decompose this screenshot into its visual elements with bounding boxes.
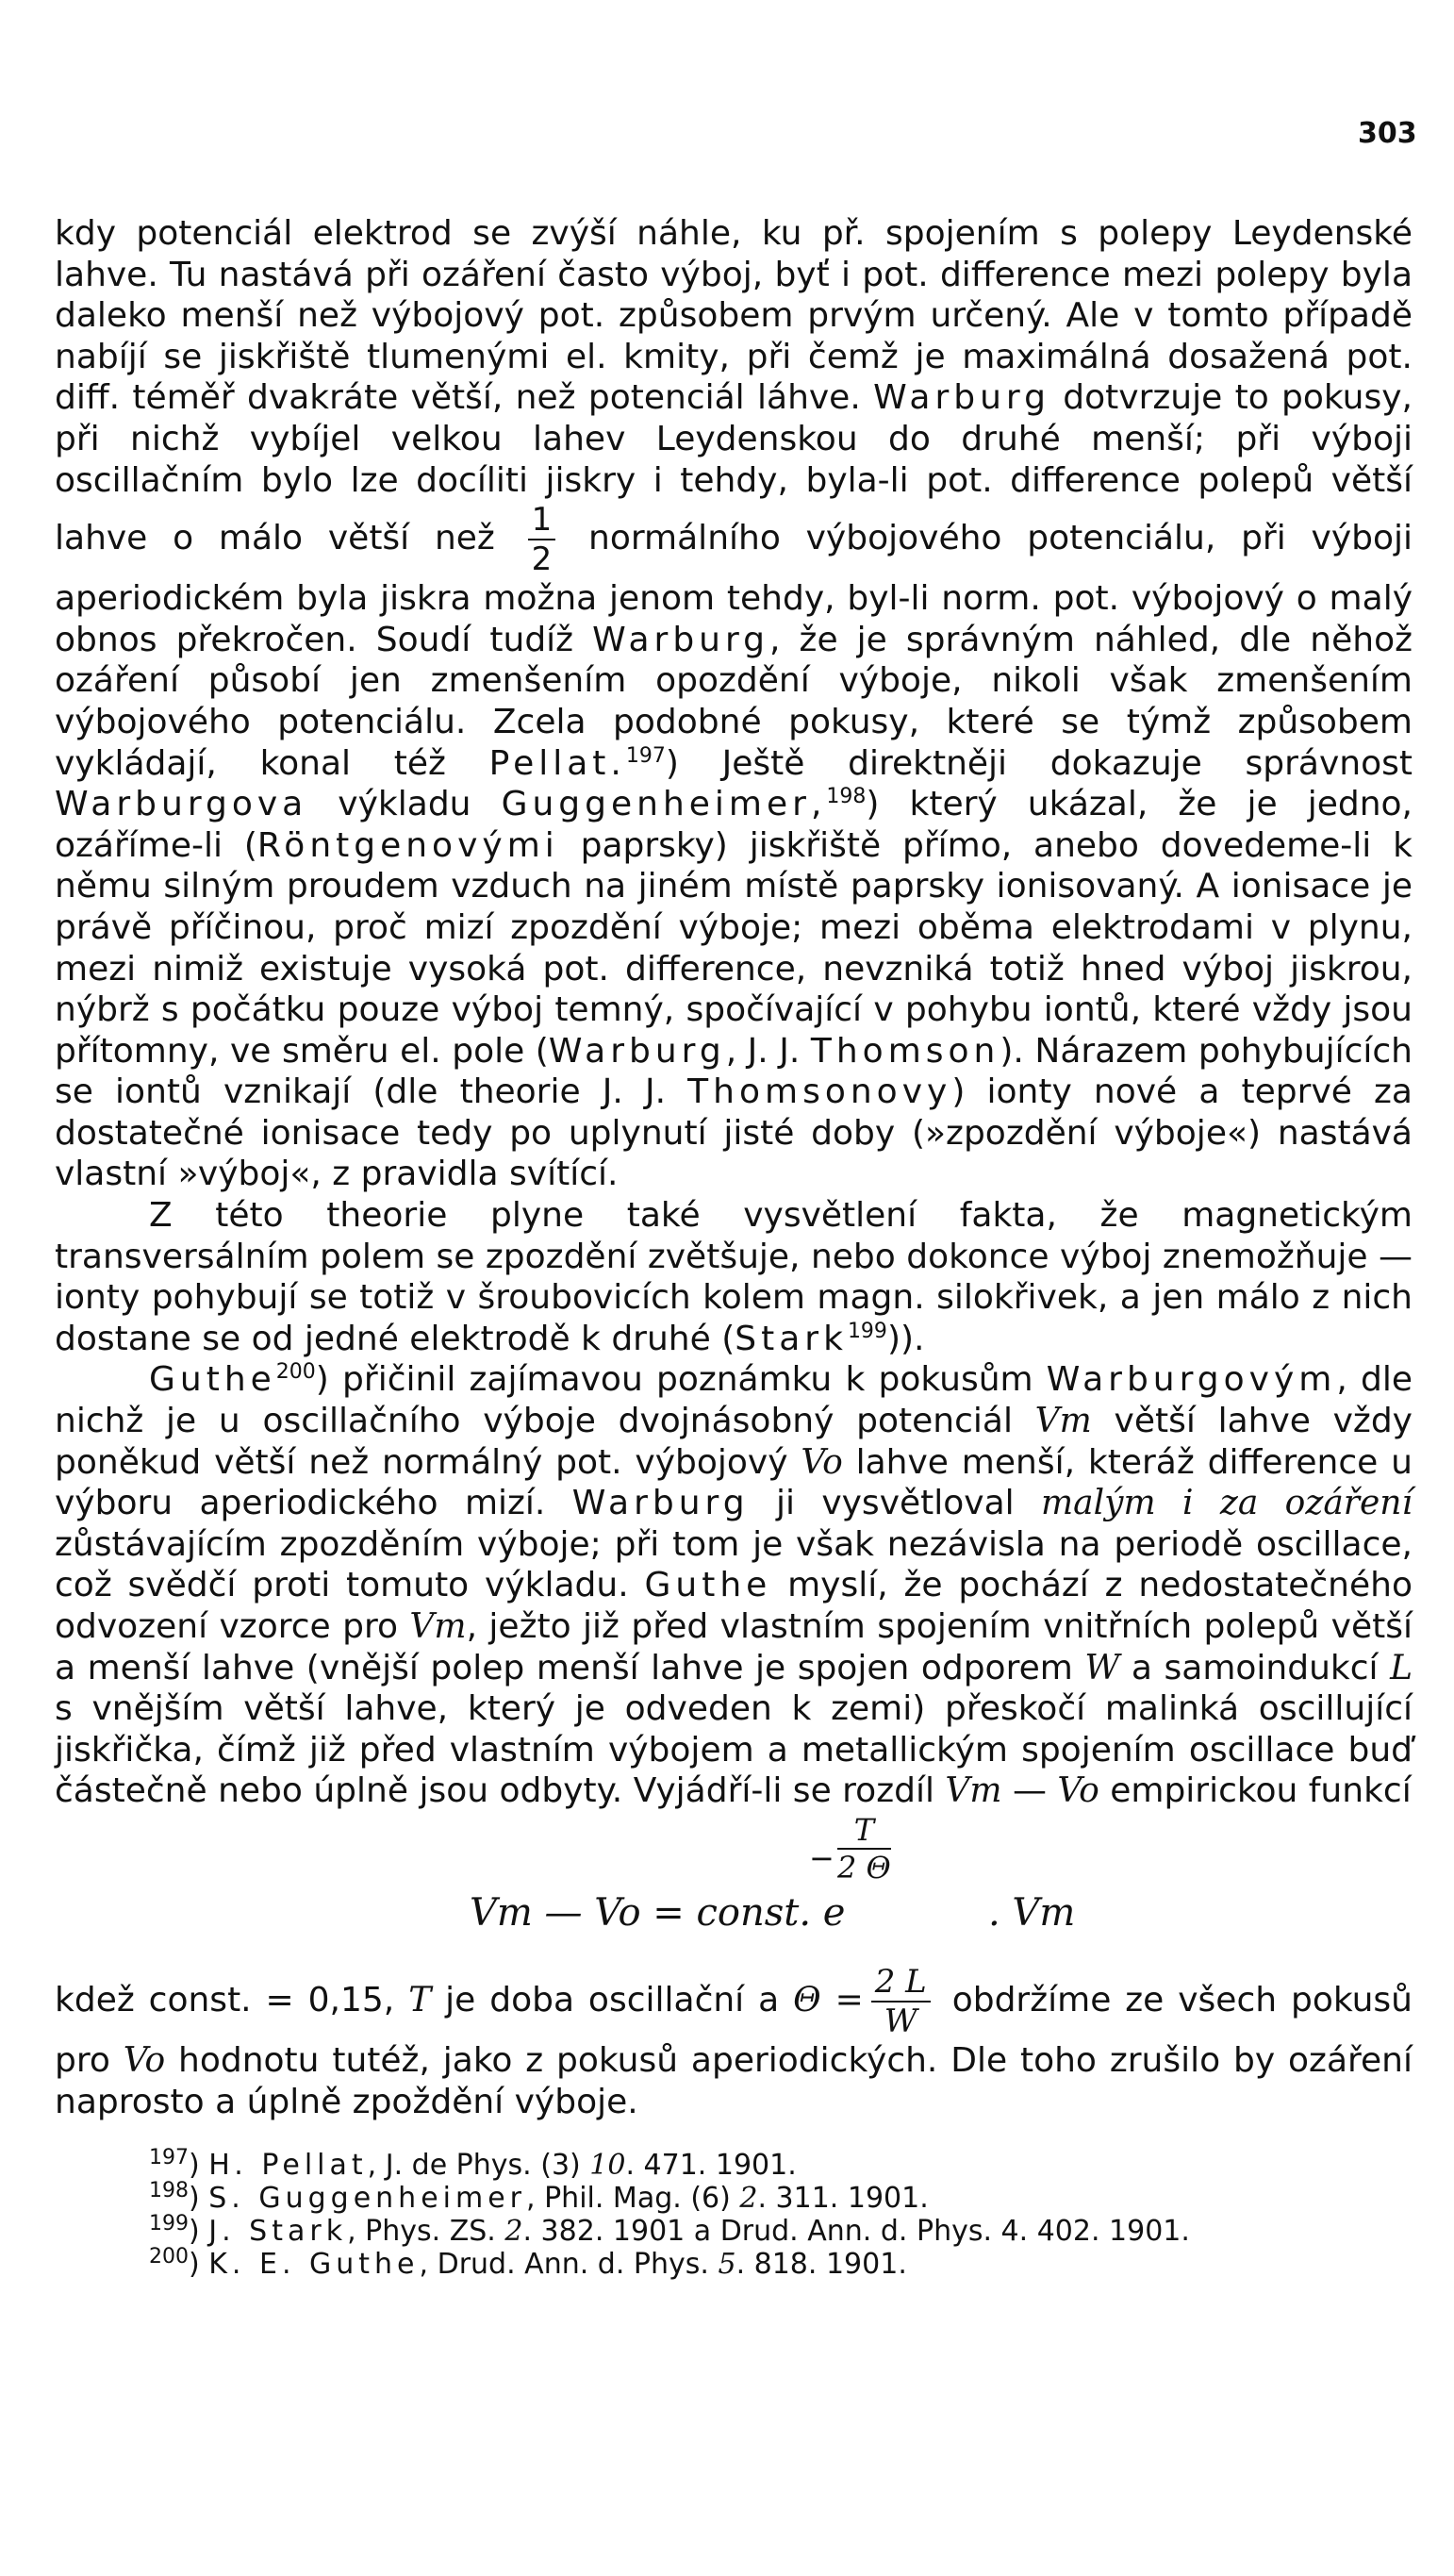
formula-tail: . Vm xyxy=(988,1890,1076,1935)
fraction: $\frac{1}{2}$ xyxy=(528,501,556,578)
footnote: $^{199}$) J. Stark, Phys. ZS. 2. 382. 1901 a Drud. Ann. d. Phys. 4. 402. 1901. xyxy=(149,2212,1190,2249)
footnote: $^{198}$) S. Guggenheimer, Phil. Mag. (6) 2. 311. 1901. xyxy=(149,2179,929,2216)
author-name: Warburgova xyxy=(55,785,308,824)
paragraph-3: Guthe$^{200}$) přičinil zajímavou poznámku k pokusům Warburgovým, dle nichž je u oscillačního výboje dvojnásobný potenciál Vm větší lahve vždy poněkud větší než normálný pot. výbojový Vo lahve menší, kteráž difference u výboru aperiodického mizí. Warburg ji vysvětloval malým i za ozáření zůstávajícím zpozděním výboje; při tom je však nezávisla na periodě oscillace, což svědčí proti tomuto výkladu. Guthe myslí, že pochází z nedostatečného odvození vzorce pro Vm, ježto již před vlastním spojením vnitřních polepů větší a menší lahve (vnější polep menší lahve je spojen odporem W a samoindukcí L s vnějším větší lahve, který je odveden k zemi) přeskočí malinká oscillující jiskřička, čímž již před vlastním výbojem a metallickým spojením oscillace buď částečně nebo úplně jsou odbyty. Vyjádří-li se rozdíl Vm — Vo empirickou funkcí xyxy=(55,1360,1413,1811)
author-name: Warburg xyxy=(592,620,770,659)
footnote-ref: 199 xyxy=(847,1319,887,1343)
author-name: Stark xyxy=(735,1319,848,1358)
footnote-ref: 200 xyxy=(275,1360,316,1385)
author-name: Röntgenovými xyxy=(256,825,559,865)
formula-exponent-sign: − xyxy=(809,1839,834,1876)
author-name: Warburg xyxy=(548,1031,726,1071)
formula xyxy=(55,1812,1413,1963)
paragraph-4: kdež const. = 0,15, T je doba oscillační a Θ = $\frac{2 L}{W}$ obdržíme ze všech pokusů pro Vo hodnotu tutéž, jako z pokusů aperiodických. Dle toho zrušilo by ozáření naprosto a úplně zpoždění výboje. xyxy=(55,1962,1413,2121)
footnote-ref: 197 xyxy=(625,743,666,768)
author-name: Thomsonovy xyxy=(687,1072,952,1112)
author-name: Pellat. xyxy=(488,743,626,783)
author-name: Warburgovým xyxy=(1046,1360,1337,1400)
author-name: Warburg xyxy=(571,1484,750,1523)
paragraph-1: kdy potenciál elektrod se zvýší náhle, ku př. spojením s polepy Leydenské lahve. Tu nastává při ozáření často výboj, byť i pot. difference mezi polepy byla daleko menší než výbojový pot. způsobem prvým určený. Ale v tomto případě nabíjí se jiskřiště tlumenými el. kmity, při čemž je maximálná dosažená pot. diff. téměř dvakráte větší, než potenciál láhve. Warburg dotvrzuje to pokusy, při nichž vybíjel velkou lahev Leydenskou do druhé menší; při výboji oscillačním bylo lze docíliti jiskry i tehdy, byla-li pot. difference polepů větší lahve o málo větší než $\frac{1}{2}$ normálního výbojového potenciálu, při výboji aperiodickém byla jiskra možna jenom tehdy, byl-li norm. pot. výbojový o malý obnos překročen. Soudí tudíž Warburg, že je správným náhled, dle něhož ozáření působí jen zmenšením opozdění výboje, nikoli však zmenšením výbojového potenciálu. Zcela podobné pokusy, které se týmž způsobem vykládají, konal též Pellat.$^{197}$) Ještě direktněji dokazuje správnost Warburgova výkladu Guggenheimer,$^{198}$) který ukázal, že je jedno, ozáříme-li (Röntgenovými paprsky) jiskřiště přímo, anebo dovedeme-li k němu silným proudem vzduch na jiném místě paprsky ionisovaný. A ionisace je právě příčinou, proč mizí zpozdění výboje; mezi oběma elektrodami v plynu, mezi nimiž existuje vysoká pot. difference, nevzniká totiž hned výboj jiskrou, nýbrž s počátku pouze výboj temný, spočívající v pohybu iontů, které vždy jsou přítomny, ve směru el. pole (Warburg, J. J. Thomson). Nárazem pohybujících se iontů vznikají (dle theorie J. J. Thomsonovy) ionty nové a teprvé za dostatečné ionisace tedy po uplynutí jisté doby (»zpozdění výboje«) nastává vlastní »výboj«, z pravidla svítící. xyxy=(55,214,1413,1194)
author-name: Guthe xyxy=(149,1360,276,1400)
body-text xyxy=(55,213,1413,2281)
page-number: 303 xyxy=(1358,117,1417,150)
formula-exponent: $\frac{T}{2 \Theta}$ xyxy=(837,1811,891,1886)
fraction: $\frac{2 L}{W}$ xyxy=(871,1963,931,2040)
footnotes xyxy=(55,2146,1413,2282)
paragraph-2: Z této theorie plyne také vysvětlení fakta, že magnetickým transversálním polem se zpozdění zvětšuje, nebo dokonce výboj znemožňuje — ionty pohybují se totiž v šroubovicích kolem magn. silokřivek, a jen málo z nich dostane se od jedné elektrodě k druhé (Stark$^{199}$)). xyxy=(55,1196,1413,1358)
footnote: $^{197}$) H. Pellat, J. de Phys. (3) 10. 471. 1901. xyxy=(149,2146,797,2183)
author-name: Guggenheimer, xyxy=(501,785,827,824)
author-name: Guthe xyxy=(644,1566,772,1605)
formula-lhs: Vm — Vo = const. e xyxy=(470,1890,846,1935)
author-name: Thomson xyxy=(810,1031,1000,1071)
footnote-ref: 198 xyxy=(826,785,867,809)
footnote: $^{200}$) K. E. Guthe, Drud. Ann. d. Phys. 5. 818. 1901. xyxy=(149,2245,907,2282)
author-name: Warburg xyxy=(873,378,1050,418)
